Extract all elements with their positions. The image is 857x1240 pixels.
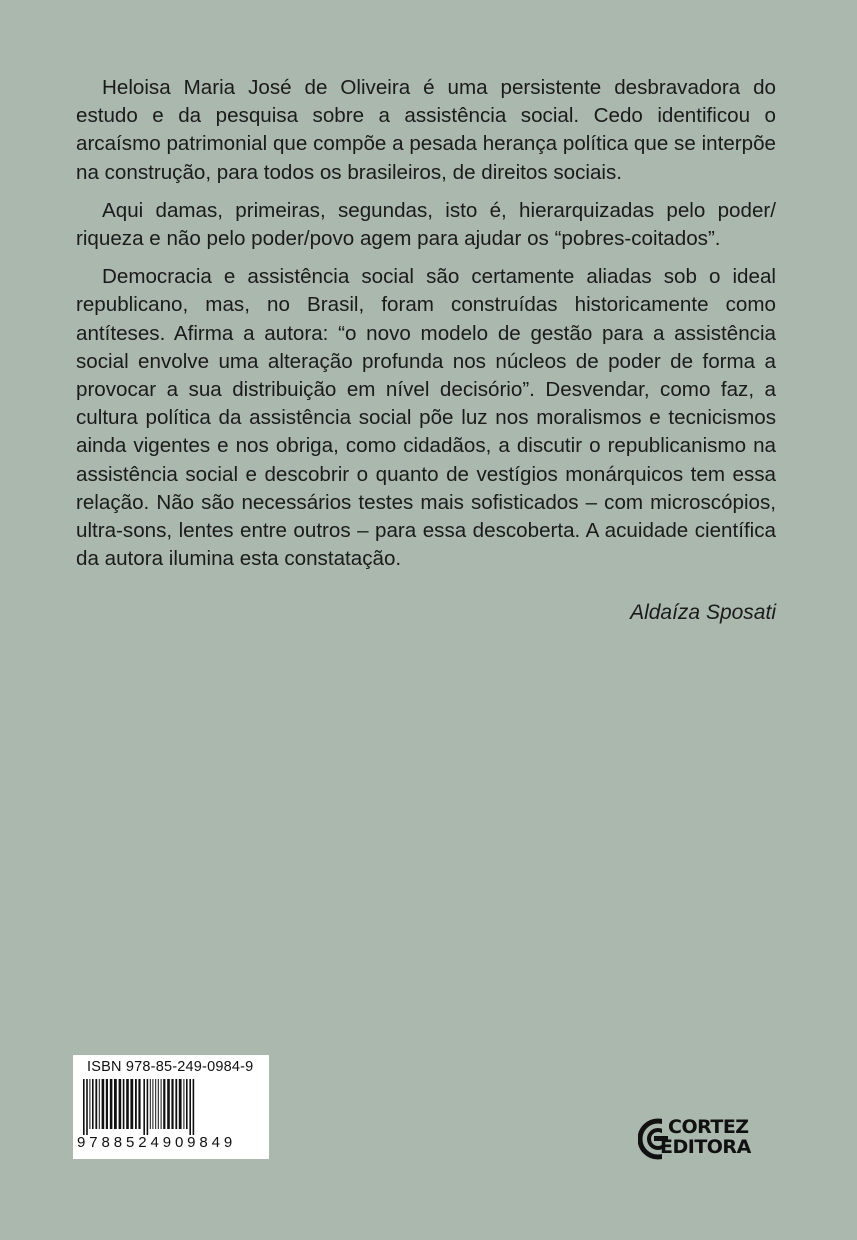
barcode-bars — [83, 1079, 259, 1135]
logo-line-2: EDITORA — [660, 1136, 751, 1158]
isbn-barcode — [73, 1055, 269, 1159]
paragraph-1: Heloisa Maria José de Oliveira é uma persistente desbravadora do estudo e da pesquisa sobre a assistência social. Cedo identificou o arcaísmo patrimonial que compõe a pesada herança política que se interpõe na construção, para todos os brasileiros, de direitos sociais. — [76, 76, 776, 184]
paragraph-3: Democracia e assistência social são certamente aliadas sob o ideal republicano, mas, no Brasil, foram construídas historicamente como antíteses. Afirma a autora: “o novo modelo de gestão para a assistência social envolve uma alteração profunda nos núcleos de poder de forma a provocar a sua distribuição em nível decisório”. Desvendar, como faz, a cultura política da assistência social põe luz nos moralismos e tecnicismos ainda vigentes e nos obriga, como cidadãos, a discutir o republicanismo na assistência social e descobrir o quanto de vestígios monárquicos tem essa relação. Não são necessários testes mais sofisticados – com microscópios, ultra-sons, lentes entre outros – para essa descoberta. A acuidade científica da autora ilumina esta constatação. — [76, 265, 776, 571]
blurb-text — [76, 74, 776, 583]
cortez-editora-logo — [638, 1116, 778, 1162]
paragraph-2: Aqui damas, primeiras, segundas, isto é, hierarquizadas pelo poder/ riqueza e não pelo poder/povo agem para ajudar os “pobres-coitados”. — [76, 198, 776, 251]
isbn-label: ISBN 978-85-249-0984-9 — [87, 1059, 254, 1075]
barcode-digits: 9788524909849 — [77, 1134, 237, 1151]
author-signature: Aldaíza Sposati — [630, 601, 776, 624]
logo-line-1: CORTEZ — [668, 1116, 749, 1138]
